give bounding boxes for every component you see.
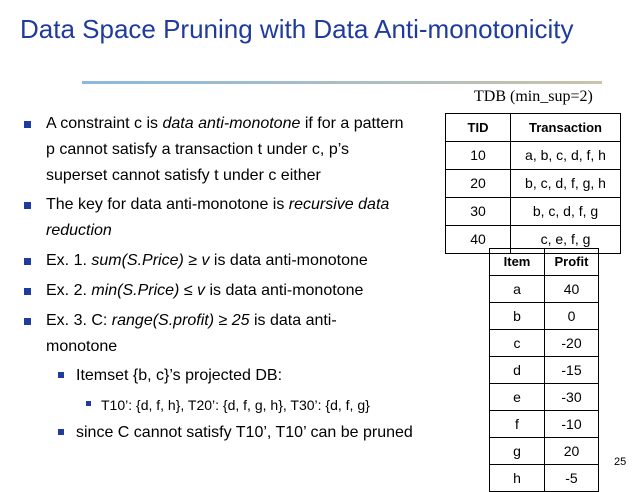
bullet-text: The key for data anti-monotone is bbox=[46, 196, 289, 213]
bullet-example-1 bbox=[46, 248, 368, 274]
table-cell: g bbox=[490, 438, 545, 465]
table-row bbox=[490, 411, 599, 438]
profit-table bbox=[489, 248, 599, 492]
table-row bbox=[446, 198, 621, 226]
bullet-emphasis: recursive data bbox=[288, 196, 390, 213]
tdb-table bbox=[445, 113, 621, 254]
table-row bbox=[490, 465, 599, 492]
bullet-continuation: p cannot satisfy a transaction t under c, p’s bbox=[46, 141, 349, 158]
table-cell: -5 bbox=[545, 465, 599, 492]
table-cell: 20 bbox=[446, 170, 511, 198]
table-row bbox=[490, 303, 599, 330]
page-number: 25 bbox=[614, 456, 627, 468]
table-cell: b, c, d, f, g, h bbox=[511, 170, 621, 198]
title-divider bbox=[82, 81, 602, 84]
table-cell: c, e, f, g bbox=[511, 226, 621, 254]
table-row bbox=[446, 142, 621, 170]
bullet-emphasis: sum(S.Price) bbox=[91, 252, 184, 269]
column-header: Item bbox=[490, 249, 545, 276]
bullet-text: T10’: {d, f, h}, T20’: {d, f, g, h}, T30’: {d, f, g} bbox=[101, 397, 370, 413]
tdb-caption: TDB (min_sup=2) bbox=[474, 88, 593, 105]
bullet-marker bbox=[24, 202, 31, 209]
sub-bullet-pruning bbox=[76, 420, 413, 446]
bullet-recursive-reduction bbox=[46, 192, 389, 218]
bullet-marker bbox=[24, 258, 31, 265]
bullet-text: Ex. 1. bbox=[46, 252, 92, 269]
sub-bullet-projected-db bbox=[76, 363, 282, 389]
table-cell: 40 bbox=[545, 276, 599, 303]
bullet-text: A constraint c is bbox=[46, 115, 163, 132]
math-symbol: ≤ bbox=[179, 282, 198, 299]
sub-sub-bullet-projections bbox=[101, 392, 370, 418]
table-cell: b, c, d, f, g bbox=[511, 198, 621, 226]
table-header-row bbox=[446, 114, 621, 142]
column-header: Profit bbox=[545, 249, 599, 276]
table-cell: a bbox=[490, 276, 545, 303]
bullet-marker bbox=[86, 401, 91, 406]
table-row bbox=[490, 276, 599, 303]
bullet-emphasis: 25 bbox=[231, 312, 250, 329]
table-cell: b bbox=[490, 303, 545, 330]
bullet-text: Ex. 2. bbox=[46, 282, 92, 299]
table-cell: e bbox=[490, 384, 545, 411]
bullet-emphasis: min(S.Price) bbox=[91, 282, 180, 299]
table-header-row bbox=[490, 249, 599, 276]
bullet-marker bbox=[24, 121, 31, 128]
bullet-example-3 bbox=[46, 308, 337, 334]
table-cell: -10 bbox=[545, 411, 599, 438]
table-cell: 10 bbox=[446, 142, 511, 170]
bullet-emphasis: v bbox=[201, 252, 210, 269]
bullet-emphasis: v bbox=[197, 282, 206, 299]
bullet-constraint-definition bbox=[46, 111, 404, 137]
bullet-continuation bbox=[46, 218, 112, 244]
table-cell: 20 bbox=[545, 438, 599, 465]
bullet-text: if for a pattern bbox=[300, 115, 404, 132]
table-cell: -20 bbox=[545, 330, 599, 357]
bullet-emphasis: range(S.profit) bbox=[111, 312, 215, 329]
bullet-emphasis: reduction bbox=[46, 222, 112, 239]
bullet-marker bbox=[58, 429, 64, 435]
math-symbol: ≥ bbox=[183, 252, 202, 269]
table-cell: f bbox=[490, 411, 545, 438]
bullet-text: Itemset {b, c}’s projected DB: bbox=[76, 367, 283, 384]
table-row bbox=[446, 170, 621, 198]
table-cell: 40 bbox=[446, 226, 511, 254]
table-cell: h bbox=[490, 465, 545, 492]
bullet-text: since C cannot satisfy T10’, T10’ can be pruned bbox=[76, 424, 413, 441]
bullet-marker bbox=[58, 372, 64, 378]
table-cell: 0 bbox=[545, 303, 599, 330]
bullet-text: is data anti- bbox=[249, 312, 337, 329]
table-row bbox=[490, 384, 599, 411]
bullet-emphasis: data anti-monotone bbox=[162, 115, 301, 132]
table-row bbox=[490, 330, 599, 357]
table-cell: -30 bbox=[545, 384, 599, 411]
bullet-text: is data anti-monotone bbox=[205, 282, 364, 299]
table-cell: a, b, c, d, f, h bbox=[511, 142, 621, 170]
math-symbol: ≥ bbox=[214, 312, 232, 329]
table-cell: d bbox=[490, 357, 545, 384]
table-cell: 30 bbox=[446, 198, 511, 226]
bullet-marker bbox=[24, 318, 31, 325]
table-row bbox=[490, 357, 599, 384]
bullet-continuation: superset cannot satisfy t under c either bbox=[46, 167, 321, 184]
bullet-marker bbox=[24, 288, 31, 295]
column-header: Transaction bbox=[511, 114, 621, 142]
bullet-text: Ex. 3. C: bbox=[46, 312, 112, 329]
column-header: TID bbox=[446, 114, 511, 142]
bullet-continuation: monotone bbox=[46, 338, 118, 355]
table-cell: c bbox=[490, 330, 545, 357]
table-row bbox=[490, 438, 599, 465]
slide-title: Data Space Pruning with Data Anti-monotonicity bbox=[20, 14, 574, 44]
table-cell: -15 bbox=[545, 357, 599, 384]
bullet-text: is data anti-monotone bbox=[209, 252, 368, 269]
bullet-example-2 bbox=[46, 278, 363, 304]
